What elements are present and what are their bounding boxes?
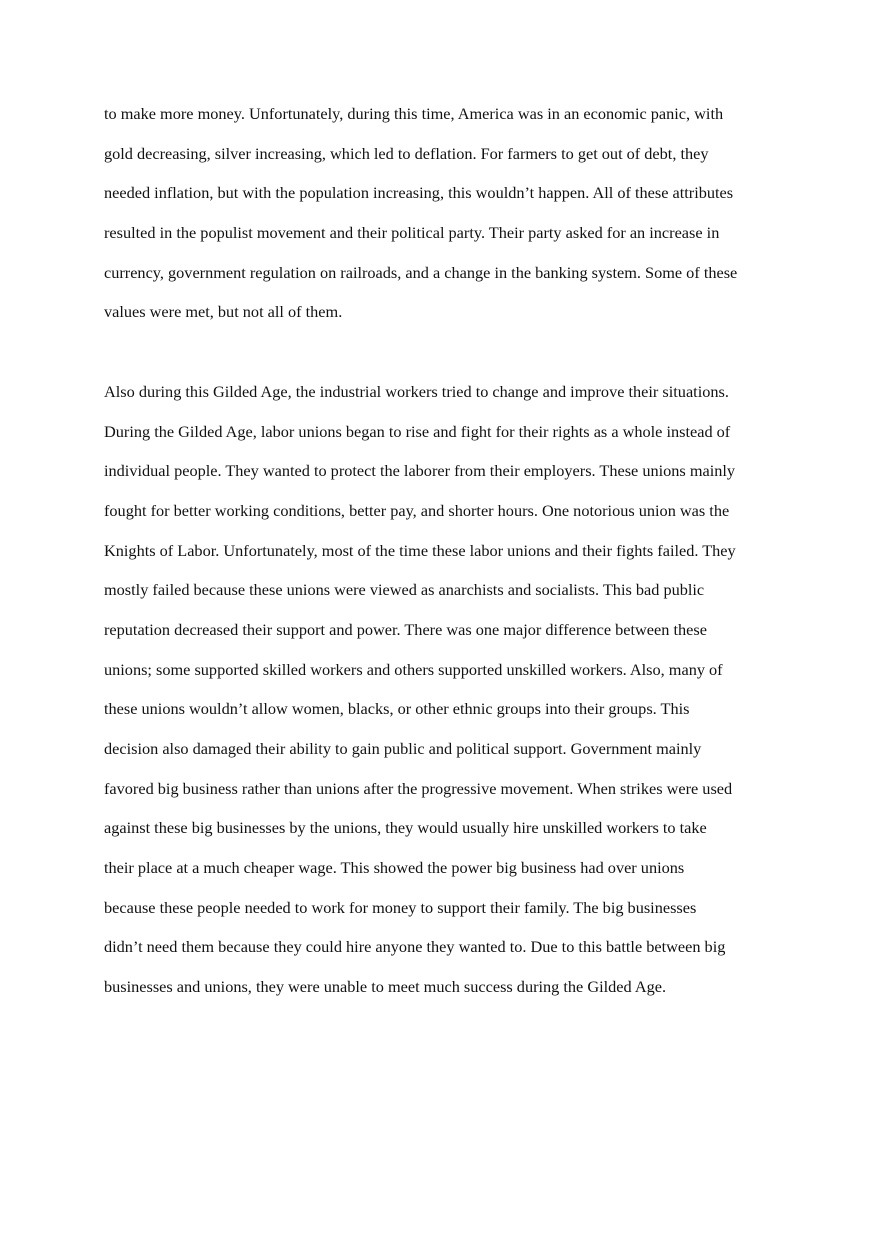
text-line: these unions wouldn’t allow women, blacks, or other ethnic groups into their groups. This bbox=[104, 699, 690, 719]
text-line: gold decreasing, silver increasing, which led to deflation. For farmers to get out of debt, they bbox=[104, 143, 709, 163]
text-line: reputation decreased their support and power. There was one major difference between these bbox=[104, 619, 707, 639]
paragraph bbox=[104, 102, 804, 340]
text-line: unions; some supported skilled workers and others supported unskilled workers. Also, many of bbox=[104, 659, 723, 679]
text-line: businesses and unions, they were unable to meet much success during the Gilded Age. bbox=[104, 977, 667, 997]
text-line: currency, government regulation on railroads, and a change in the banking system. Some of these bbox=[104, 262, 738, 282]
text-line: needed inflation, but with the population increasing, this wouldn’t happen. All of these attributes bbox=[104, 183, 734, 203]
text-line: their place at a much cheaper wage. This showed the power big business had over unions bbox=[104, 858, 685, 878]
text-line: to make more money. Unfortunately, during this time, America was in an economic panic, with bbox=[104, 104, 724, 123]
text-line: against these big businesses by the unions, they would usually hire unskilled workers to take bbox=[104, 818, 707, 838]
text-line: individual people. They wanted to protect the laborer from their employers. These unions mainly bbox=[104, 461, 736, 481]
paragraph bbox=[104, 380, 804, 1015]
text-line: fought for better working conditions, better pay, and shorter hours. One notorious union was the bbox=[104, 500, 730, 520]
text-line: Knights of Labor. Unfortunately, most of the time these labor unions and their fights failed. They bbox=[104, 540, 736, 560]
text-line: favored big business rather than unions after the progressive movement. When strikes were used bbox=[104, 778, 733, 798]
text-line: resulted in the populist movement and their political party. Their party asked for an increase in bbox=[104, 223, 720, 243]
text-line: didn’t need them because they could hire anyone they wanted to. Due to this battle between big bbox=[104, 937, 726, 957]
document-page bbox=[104, 102, 804, 1015]
text-line: Also during this Gilded Age, the industrial workers tried to change and improve their situations. bbox=[104, 381, 729, 401]
text-line: because these people needed to work for money to support their family. The big businesses bbox=[104, 897, 697, 917]
text-line: values were met, but not all of them. bbox=[104, 302, 343, 322]
text-line: decision also damaged their ability to gain public and political support. Government mainly bbox=[104, 739, 702, 758]
text-line: During the Gilded Age, labor unions began to rise and fight for their rights as a whole instead of bbox=[104, 421, 731, 441]
text-line: mostly failed because these unions were viewed as anarchists and socialists. This bad public bbox=[104, 580, 705, 600]
